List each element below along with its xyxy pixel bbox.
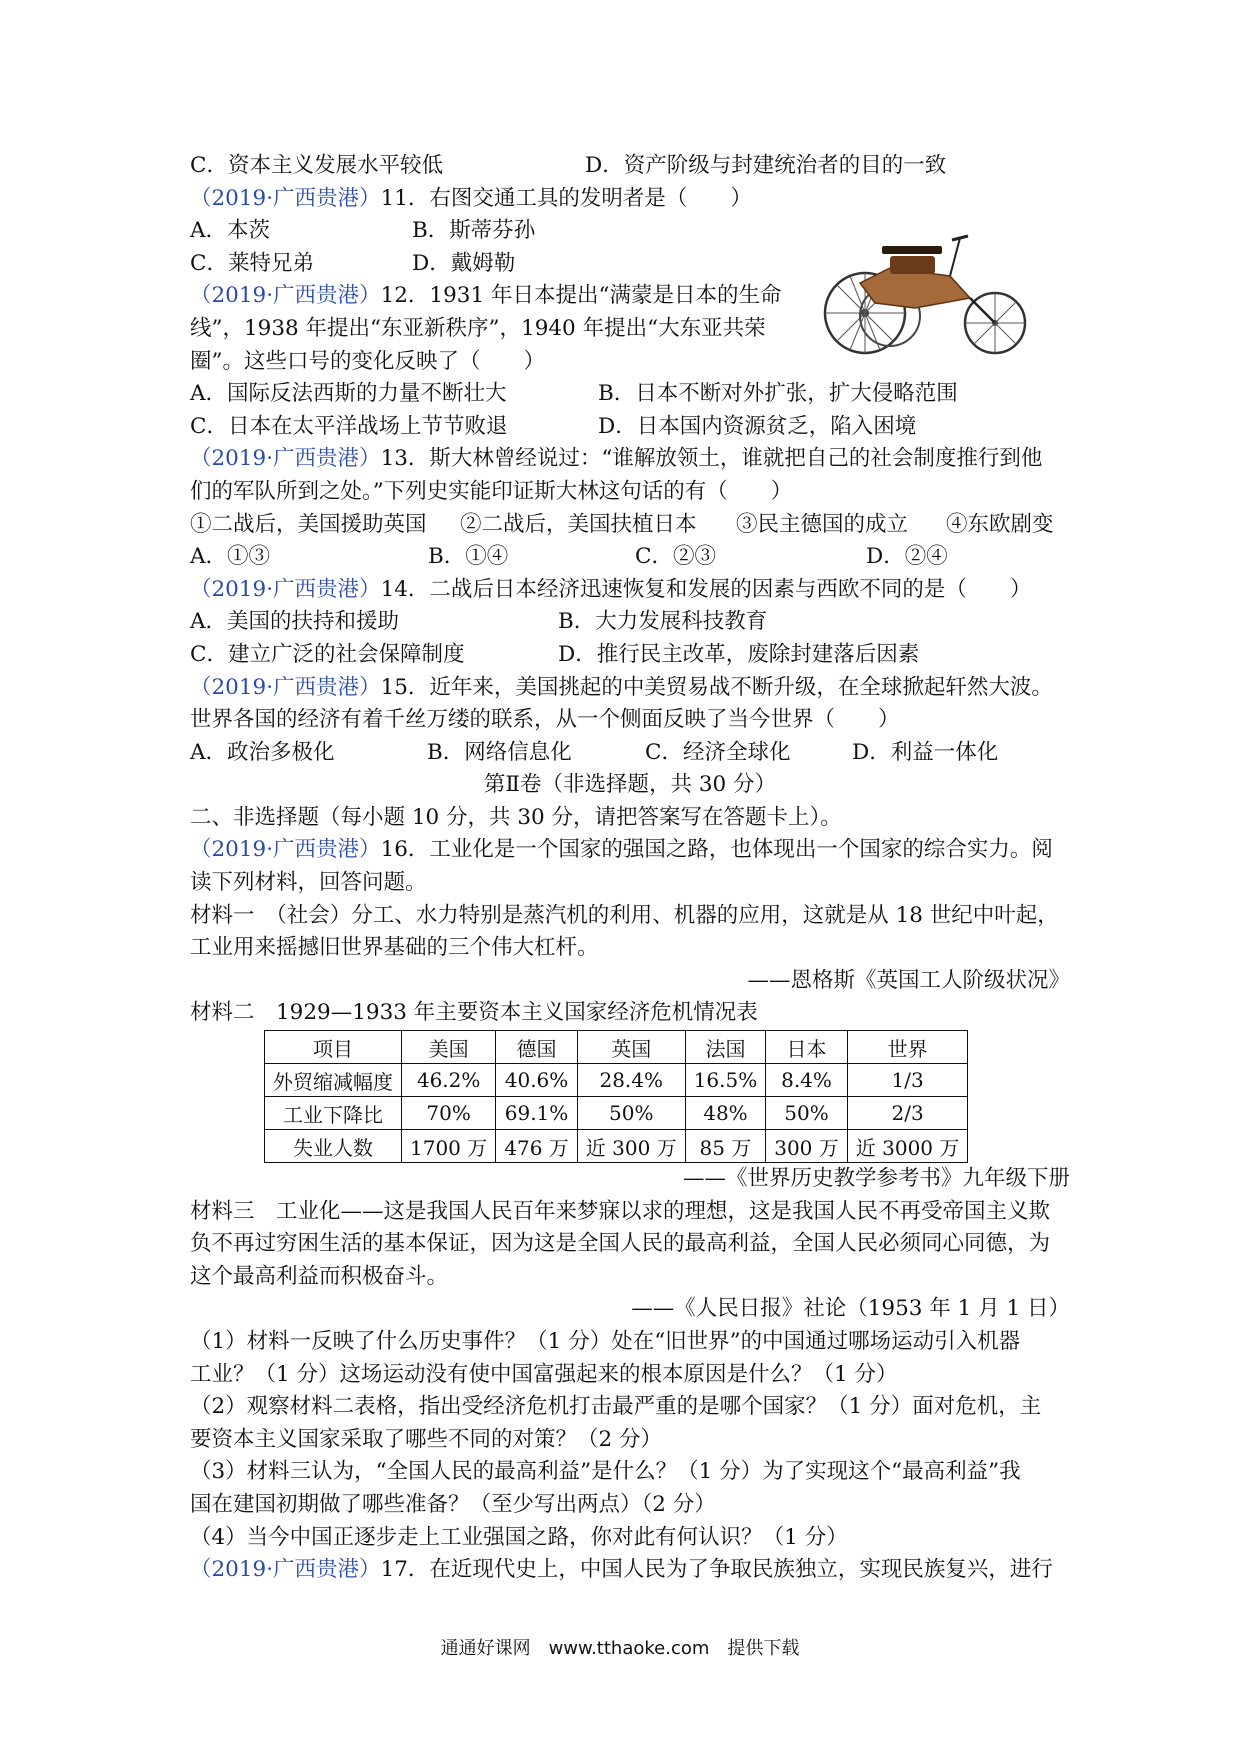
q12-options-ab — [190, 378, 1070, 411]
option-a: A．①③ — [190, 544, 271, 570]
question-15 — [190, 672, 1070, 705]
material-1-line-1: 材料一 （社会）分工、水力特别是蒸汽机的利用、机器的应用，这就是从 18 世纪中叶起， — [190, 902, 1059, 928]
table-cell: 近 3000 万 — [847, 1130, 968, 1163]
question-17 — [190, 1554, 1070, 1587]
material-1-line-2: 工业用来摇撼旧世界基础的三个伟大杠杆。 — [190, 935, 599, 961]
table-header-cell: 世界 — [847, 1031, 968, 1064]
material-3-line-2: 负不再过穷困生活的基本保证，因为这是全国人民的最高利益，全国人民必须同心同德，为 — [190, 1231, 1051, 1257]
option-b: B．大力发展科技教育 — [558, 609, 768, 635]
option-d: D．推行民主改革，废除封建落后因素 — [558, 641, 920, 667]
table-cell: 工业下降比 — [265, 1097, 402, 1130]
option-b: B．斯蒂芬孙 — [412, 218, 536, 244]
option-c: C．经济全球化 — [645, 739, 791, 765]
material-2-source: ——《世界历史教学参考书》九年级下册 — [682, 1166, 1070, 1192]
item-4: ④东欧剧变 — [946, 511, 1054, 537]
material-2-title: 材料二 1929—1933 年主要资本主义国家经济危机情况表 — [190, 1000, 758, 1026]
table-cell: 46.2% — [402, 1064, 496, 1097]
q12-options-cd — [190, 411, 1070, 444]
material-3-line-3: 这个最高利益而积极奋斗。 — [190, 1263, 449, 1289]
subquestion-2-line-2: 要资本主义国家采取了哪些不同的对策？（2 分） — [190, 1426, 663, 1452]
option-d: D．②④ — [866, 544, 948, 570]
table-cell: 外贸缩减幅度 — [265, 1064, 402, 1097]
question-source: （2019·广西贵港） — [190, 185, 381, 211]
question-12-line-2: 线”，1938 年提出“东亚新秩序”，1940 年提出“大东亚共荣 — [190, 315, 766, 341]
benz-car-image — [820, 228, 1030, 358]
table-cell: 近 300 万 — [577, 1130, 685, 1163]
q14-options-ab — [190, 606, 1070, 639]
option-c: C．日本在太平洋战场上节节败退 — [190, 413, 508, 439]
option-d: D．戴姆勒 — [412, 250, 516, 276]
question-text: 14．二战后日本经济迅速恢复和发展的因素与西欧不同的是（ ） — [380, 576, 1032, 602]
table-row — [265, 1064, 968, 1097]
q10-options-cd — [190, 150, 1070, 183]
material-3-line-1: 材料三 工业化——这是我国人民百年来梦寐以求的理想，这是我国人民不再受帝国主义欺 — [190, 1198, 1051, 1224]
question-16-line-2: 读下列材料，回答问题。 — [190, 870, 427, 896]
option-d: D．资产阶级与封建统治者的目的一致 — [585, 153, 947, 178]
table-cell: 48% — [685, 1097, 766, 1130]
question-12-line-3: 圈”。这些口号的变化反映了（ ） — [190, 348, 545, 374]
option-c: C．资本主义发展水平较低 — [190, 153, 443, 178]
material-1-source: ——恩格斯《英国工人阶级状况》 — [747, 967, 1070, 993]
question-source: （2019·广西贵港） — [190, 837, 381, 863]
question-13-line-2: 们的军队所到之处。”下列史实能印证斯大林这句话的有（ ） — [190, 478, 793, 504]
subquestion-3-line-1: （3）材料三认为，“全国人民的最高利益”是什么？（1 分）为了实现这个“最高利益”我 — [190, 1459, 1021, 1485]
option-c: C．莱特兄弟 — [190, 250, 314, 276]
question-source: （2019·广西贵港） — [190, 446, 381, 472]
table-cell: 476 万 — [496, 1130, 578, 1163]
section-2-title: 第Ⅱ卷（非选择题，共 30 分） — [483, 772, 777, 798]
question-13 — [190, 443, 1070, 476]
table-cell: 70% — [402, 1097, 496, 1130]
table-cell: 50% — [766, 1097, 848, 1130]
table-header-cell: 美国 — [402, 1031, 496, 1064]
table-cell: 85 万 — [685, 1130, 766, 1163]
item-3: ③民主德国的成立 — [736, 511, 909, 537]
question-source: （2019·广西贵港） — [190, 576, 381, 602]
table-row — [265, 1097, 968, 1130]
option-a: A．政治多极化 — [190, 739, 335, 765]
table-cell: 16.5% — [685, 1064, 766, 1097]
section-2-heading: 二、非选择题（每小题 10 分，共 30 分，请把答案写在答题卡上）。 — [190, 804, 842, 830]
option-a: A．本茨 — [190, 218, 271, 244]
subquestion-1-line-2: 工业？（1 分）这场运动没有使中国富强起来的根本原因是什么？（1 分） — [190, 1361, 898, 1387]
table-cell: 300 万 — [766, 1130, 848, 1163]
table-cell: 1700 万 — [402, 1130, 496, 1163]
question-text: 12．1931 年日本提出“满蒙是日本的生命 — [380, 283, 782, 309]
table-header-cell: 德国 — [496, 1031, 578, 1064]
material-3-source: ——《人民日报》社论（1953 年 1 月 1 日） — [631, 1296, 1070, 1322]
table-header-cell: 日本 — [766, 1031, 848, 1064]
option-d: D．利益一体化 — [852, 739, 999, 765]
option-c: C．建立广泛的社会保障制度 — [190, 641, 465, 667]
option-b: B．①④ — [428, 544, 509, 570]
table-cell: 2/3 — [847, 1097, 968, 1130]
subquestion-1-line-1: （1）材料一反映了什么历史事件？（1 分）处在“旧世界”的中国通过哪场运动引入机器 — [190, 1329, 1021, 1354]
question-text: 13．斯大林曾经说过：“谁解放领土，谁就把自己的社会制度推行到他 — [380, 446, 1043, 472]
q13-items — [190, 509, 1070, 542]
subquestion-4: （4）当今中国正逐步走上工业强国之路，你对此有何认识？（1 分） — [190, 1524, 848, 1550]
table-cell: 40.6% — [496, 1064, 578, 1097]
question-16 — [190, 834, 1070, 867]
question-text: 16．工业化是一个国家的强国之路，也体现出一个国家的综合实力。阅 — [380, 837, 1053, 863]
question-source: （2019·广西贵港） — [190, 674, 381, 700]
option-c: C．②③ — [635, 544, 716, 570]
question-source: （2019·广西贵港） — [190, 1557, 381, 1583]
item-1: ①二战后，美国援助英国 — [190, 511, 427, 537]
page-footer: 通通好课网 www.tthaoke.com 提供下载 — [440, 1638, 800, 1659]
question-text: 17．在近现代史上，中国人民为了争取民族独立，实现民族复兴，进行 — [380, 1557, 1053, 1583]
table-header-cell: 法国 — [685, 1031, 766, 1064]
q14-options-cd — [190, 639, 1070, 672]
table-cell: 50% — [577, 1097, 685, 1130]
exam-page — [190, 150, 1070, 1587]
table-cell: 8.4% — [766, 1064, 848, 1097]
option-d: D．日本国内资源贫乏，陷入困境 — [598, 413, 917, 439]
question-11 — [190, 183, 1070, 216]
option-a: A．美国的扶持和援助 — [190, 609, 400, 635]
question-14 — [190, 574, 1070, 607]
table-cell: 69.1% — [496, 1097, 578, 1130]
question-text: 15．近年来，美国挑起的中美贸易战不断升级，在全球掀起轩然大波。 — [380, 674, 1053, 700]
economic-crisis-table — [264, 1030, 968, 1163]
subquestion-2-line-1: （2）观察材料二表格，指出受经济危机打击最严重的是哪个国家？（1 分）面对危机，主 — [190, 1394, 1042, 1420]
q13-options — [190, 541, 1070, 574]
option-b: B．网络信息化 — [427, 739, 572, 765]
table-header-cell: 项目 — [265, 1031, 402, 1064]
option-a: A．国际反法西斯的力量不断壮大 — [190, 381, 507, 407]
subquestion-3-line-2: 国在建国初期做了哪些准备？（至少写出两点）（2 分） — [190, 1491, 716, 1517]
question-15-line-2: 世界各国的经济有着千丝万缕的联系，从一个侧面反映了当今世界（ ） — [190, 707, 900, 733]
table-header-cell: 英国 — [577, 1031, 685, 1064]
option-b: B．日本不断对外扩张，扩大侵略范围 — [598, 381, 958, 407]
question-text: 11．右图交通工具的发明者是（ ） — [380, 185, 752, 211]
table-cell: 失业人数 — [265, 1130, 402, 1163]
table-cell: 28.4% — [577, 1064, 685, 1097]
item-2: ②二战后，美国扶植日本 — [460, 511, 697, 537]
table-cell: 1/3 — [847, 1064, 968, 1097]
question-source: （2019·广西贵港） — [190, 283, 381, 309]
q15-options — [190, 737, 1070, 770]
table-header-row — [265, 1031, 968, 1064]
table-row — [265, 1130, 968, 1163]
